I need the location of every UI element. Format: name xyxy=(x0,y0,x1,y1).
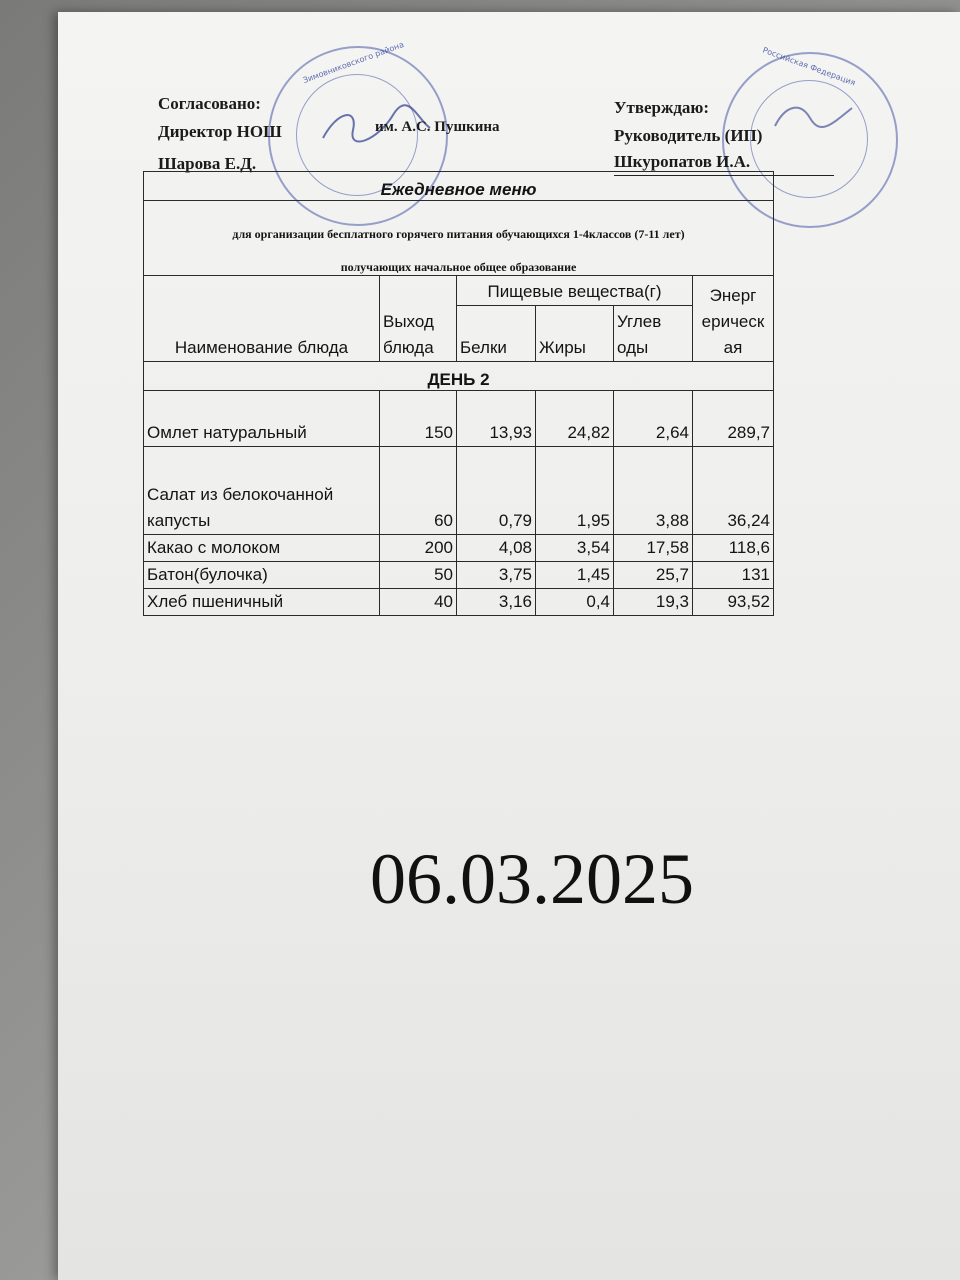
dish-protein: 4,08 xyxy=(457,535,536,562)
table-row xyxy=(144,447,774,535)
col-header-protein: Белки xyxy=(457,306,536,362)
school-name: им. А.С. Пушкина xyxy=(375,119,500,135)
dish-output: 200 xyxy=(380,535,457,562)
table-row xyxy=(144,562,774,589)
dish-energy: 118,6 xyxy=(693,535,774,562)
menu-table xyxy=(143,171,774,616)
day-label: ДЕНЬ 2 xyxy=(144,362,774,391)
dish-name: Салат из белокочанной капусты xyxy=(144,447,380,535)
menu-subtitle-cell xyxy=(144,201,774,276)
dish-name: Какао с молоком xyxy=(144,535,380,562)
dish-energy: 131 xyxy=(693,562,774,589)
dish-carbs: 3,88 xyxy=(614,447,693,535)
dish-energy: 93,52 xyxy=(693,589,774,616)
head-label: Руководитель (ИП) xyxy=(614,126,763,145)
right-signature xyxy=(770,96,860,136)
menu-title: Ежедневное меню xyxy=(144,172,774,201)
approve-label: Утверждаю: xyxy=(614,98,710,117)
dish-fat: 1,95 xyxy=(536,447,614,535)
col-header-carbs: Углев оды xyxy=(614,306,693,362)
director-label: Директор НОШ xyxy=(158,122,282,141)
dish-name: Хлеб пшеничный xyxy=(144,589,380,616)
left-seal-text: Зимовниковского района xyxy=(301,40,406,85)
dish-carbs: 2,64 xyxy=(614,391,693,447)
table-row xyxy=(144,535,774,562)
dish-fat: 0,4 xyxy=(536,589,614,616)
dish-fat: 24,82 xyxy=(536,391,614,447)
dish-protein: 3,75 xyxy=(457,562,536,589)
dish-energy: 36,24 xyxy=(693,447,774,535)
right-seal-text: Российская Федерация xyxy=(761,45,857,88)
dish-name: Омлет натуральный xyxy=(144,391,380,447)
dish-name: Батон(булочка) xyxy=(144,562,380,589)
dish-output: 60 xyxy=(380,447,457,535)
dish-carbs: 19,3 xyxy=(614,589,693,616)
dish-fat: 1,45 xyxy=(536,562,614,589)
dish-output: 50 xyxy=(380,562,457,589)
col-header-output: Выход блюда xyxy=(380,276,457,362)
head-name: Шкуропатов И.А. xyxy=(614,152,751,171)
col-header-fat: Жиры xyxy=(536,306,614,362)
dish-carbs: 17,58 xyxy=(614,535,693,562)
agreed-label: Согласовано: xyxy=(158,94,261,113)
table-row xyxy=(144,391,774,447)
menu-subtitle-1: для организации бесплатного горячего питания обучающихся 1-4классов (7-11 лет) xyxy=(232,227,685,241)
dish-energy: 289,7 xyxy=(693,391,774,447)
dish-fat: 3,54 xyxy=(536,535,614,562)
director-name: Шарова Е.Д. xyxy=(158,154,257,173)
col-header-energy: Энерг ерическ ая xyxy=(693,276,774,362)
menu-date: 06.03.2025 xyxy=(370,839,694,919)
table-row xyxy=(144,589,774,616)
dish-protein: 3,16 xyxy=(457,589,536,616)
col-header-name: Наименование блюда xyxy=(144,276,380,362)
menu-subtitle-2: получающих начальное общее образование xyxy=(340,260,577,274)
dish-protein: 0,79 xyxy=(457,447,536,535)
dish-protein: 13,93 xyxy=(457,391,536,447)
dish-carbs: 25,7 xyxy=(614,562,693,589)
col-header-nutrients: Пищевые вещества(г) xyxy=(457,276,693,306)
dish-output: 150 xyxy=(380,391,457,447)
dish-output: 40 xyxy=(380,589,457,616)
